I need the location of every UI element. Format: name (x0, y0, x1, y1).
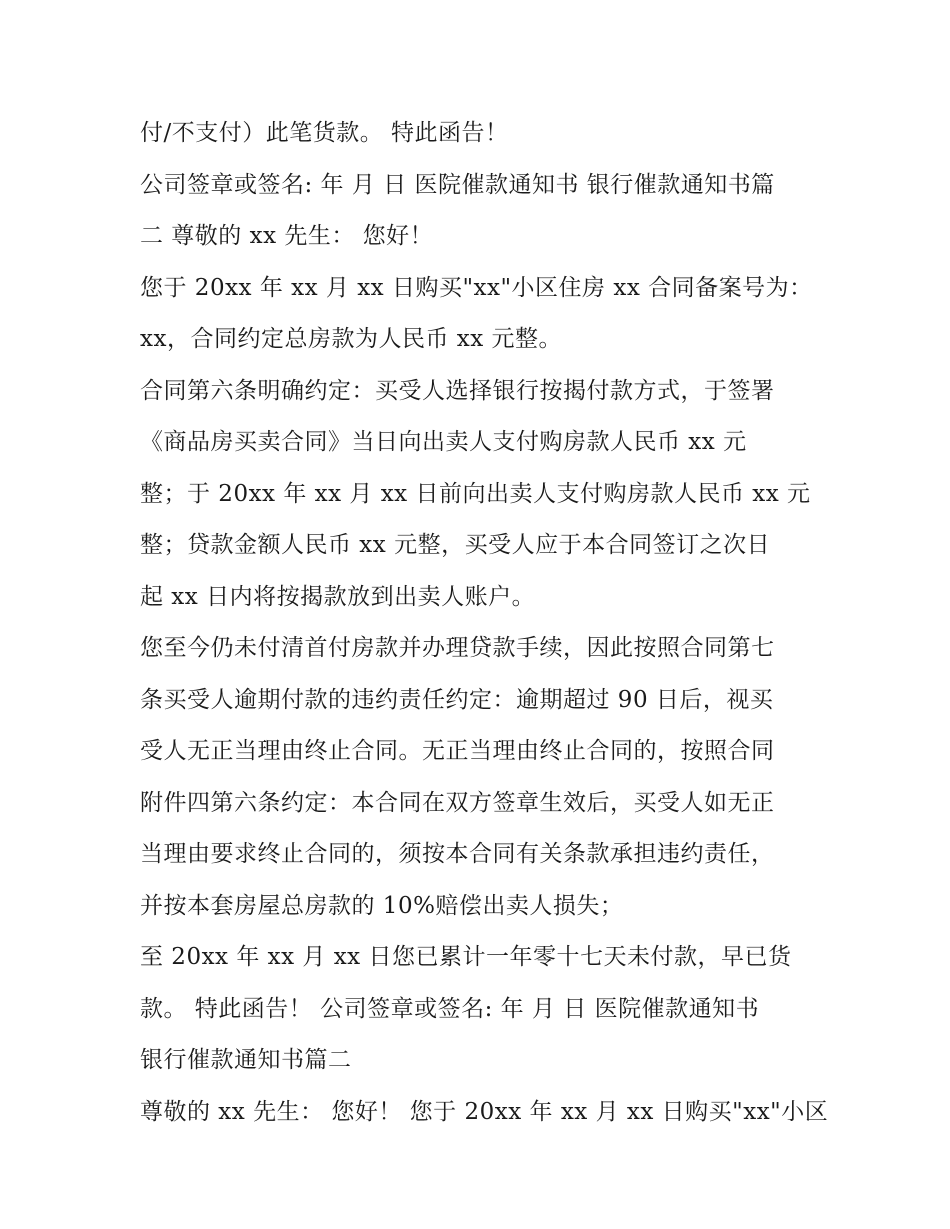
text-line: 整；贷款金额人民币 xx 元整，买受人应于本合同签订之次日 (140, 532, 771, 558)
text-line: 二 尊敬的 xx 先生： 您好！ (140, 223, 434, 249)
text-line: 受人无正当理由终止合同。无正当理由终止合同的，按照合同 (140, 738, 775, 764)
text-line: 款。 特此函告！ 公司签章或签名: 年 月 日 医院催款通知书 (140, 995, 760, 1022)
text-line: 合同第六条明确约定：买受人选择银行按揭付款方式，于签署 (140, 377, 775, 404)
text-line: 整；于 20xx 年 xx 月 xx 日前向出卖人支付购房款人民币 xx 元 (140, 480, 811, 507)
text-line: xx，合同约定总房款为人民币 xx 元整。 (140, 326, 563, 352)
text-line: 当理由要求终止合同的，须按本合同有关条款承担违约责任， (140, 841, 775, 867)
text-line: 条买受人逾期付款的违约责任约定：逾期超过 90 日后，视买 (140, 686, 774, 713)
text-line: 尊敬的 xx 先生： 您好！ 您于 20xx 年 xx 月 xx 日购买"xx"小区 (140, 1098, 829, 1125)
text-line: 《商品房买卖合同》当日向出卖人支付购房款人民币 xx 元 (140, 429, 747, 455)
text-line: 附件四第六条约定：本合同在双方签章生效后，买受人如无正 (140, 789, 775, 816)
text-line: 至 20xx 年 xx 月 xx 日您已累计一年零十七天未付款，早已货 (140, 944, 792, 970)
text-line: 付/不支付）此笔货款。 特此函告！ (140, 120, 509, 146)
text-line: 您于 20xx 年 xx 月 xx 日购买"xx"小区住房 xx 合同备案号为： (140, 274, 813, 301)
document-body (140, 108, 830, 1138)
text-line: 并按本套房屋总房款的 10%赔偿出卖人损失； (140, 892, 624, 919)
text-line: 起 xx 日内将按揭款放到出卖人账户。 (140, 583, 536, 610)
text-line: 公司签章或签名: 年 月 日 医院催款通知书 银行催款通知书篇 (140, 171, 775, 198)
text-line: 您至今仍未付清首付房款并办理贷款手续，因此按照合同第七 (140, 635, 775, 661)
text-line: 银行催款通知书篇二 (140, 1047, 352, 1073)
